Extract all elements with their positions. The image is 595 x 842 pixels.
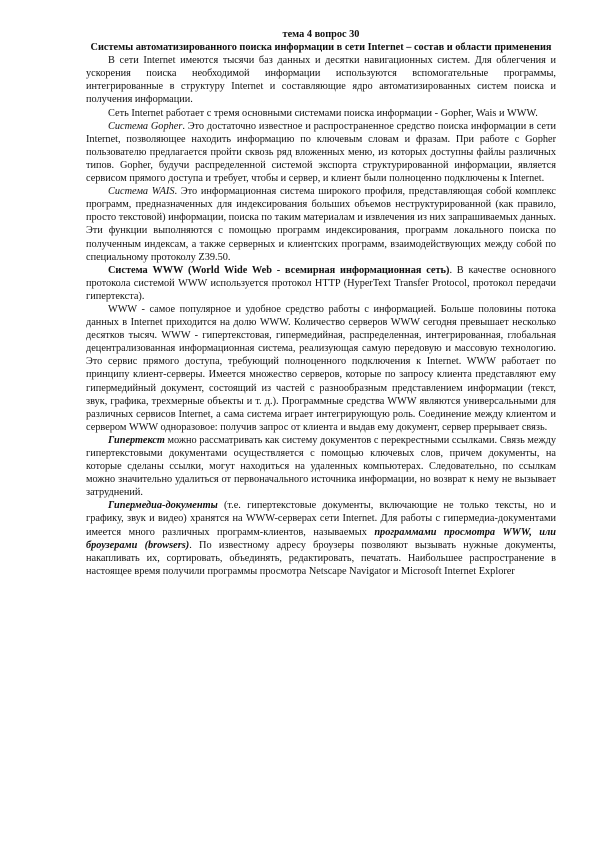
paragraph-www — [86, 264, 556, 303]
gopher-text: . Это достаточно известное и распространенное средство поиска информации в сети Internet, позволяющее находить информацию по ключевым словам и фразам. При работе с Gopher пользователю предлагается пройти сквозь ряд вложенных меню, из которых доступны файлы различных типов. Gopher, будучи распределенной системой экспорта структурированной информации, является сервисом прямого доступа и требует, чтобы и сервер, и клиент были полноценно подключены к Internet. — [86, 120, 556, 185]
paragraph-three-systems: Сеть Internet работает с тремя основными системами поиска информации - Gopher, Wais и WWW. — [108, 107, 538, 119]
www-text: . В качестве основного протокола системой WWW используется протокол HTTP (HyperText Transfer Protocol, протокол передачи гипертекста). — [86, 264, 556, 302]
term-hypermedia: Гипермедиа-документы — [108, 500, 218, 512]
paragraph-hypertext — [86, 434, 556, 499]
wais-text: . Это информационная система широкого профиля, представляющая собой комплекс программ, предназначенных для индексирования больших объемов неструктурированной (как правило, просто текстовой) информации, поиска по таким материалам и извлечения из них запрашиваемых данных. Эти функции выполняются с помощью программ индексирования, программ локального поиска по полученным индексам, а также серверных и клиентских программ, взаимодействующих между собой по специальному протоколу Z39.50. — [86, 186, 556, 263]
document-title: Системы автоматизированного поиска информации в сети Internet – состав и области применения — [90, 42, 552, 54]
term-www: Система WWW (World Wide Web - всемирная информационная сеть) — [108, 264, 450, 276]
paragraph-www-details: WWW - самое популярное и удобное средство работы с информацией. Больше половины потока данных в Internet приходится на долю WWW. Количество серверов WWW сегодня превышает несколько десятков тысяч. WWW - гипертекстовая, гипермедийная, распределенная, интегрированная, глобальная децентрализованная информационная система, реализующая самую передовую и массовую технологию. Это сервис прямого доступа, требующий полноценного подключения к Internet. WWW работает по принципу клиент-серверы. Имеется множество серверов, которые по запросу клиента представляют ему гипермедийный документ, состоящий из частей с разнообразным представлением информации (текст, звук, графика, трехмерные объекты и т. д.). Программные средства WWW являются универсальными для различных сервисов Internet, а сама система играет интегрирующую роль. Соединение между клиентом и сервером WWW одноразовое: получив запрос от клиента и выдав ему документ, сервер прерывает связь. — [86, 303, 556, 433]
term-browsers: программами просмотра WWW, или броузерами (browsers) — [86, 526, 557, 551]
paragraph-gopher — [86, 120, 556, 185]
hypermedia-text-b: . По известному адресу броузеры позволяют вызывать нужные документы, накапливать их, сортировать, объединять, редактировать, печатать. Наибольшее распространение в настоящее время получили программы просмотра Netscape Navigator и Microsoft Internet Explorer — [86, 539, 556, 577]
paragraph-hypermedia — [86, 499, 556, 578]
term-hypertext: Гипертекст — [108, 434, 165, 446]
term-gopher: Система Gopher — [108, 120, 183, 132]
paragraph-wais — [86, 185, 556, 264]
hypermedia-text-a: (т.е. гипертекстовые документы, включающие не только тексты, но и графику, звук и видео) хранятся на WWW-серверах сети Internet. Для работы с гипермедиа-документами имеется много различных программ-клиентов, называемых — [86, 500, 556, 538]
term-wais: Система WAIS — [108, 186, 175, 198]
paragraph-intro: В сети Internet имеются тысячи баз данных и десятки навигационных систем. Для облегчения и ускорения поиска необходимой информации используются вспомогательные программы, интегрированные в структуру Internet и составляющие ядро автоматизированных систем поиска и получения информации. — [86, 55, 556, 106]
hypertext-text: можно рассматривать как систему документов с перекрестными ссылками. Связь между гипертекстовыми документами осуществляется с помощью ключевых слов, причем документы, на которые сделаны ссылки, могут находиться на удаленных компьютерах. Следовательно, по ссылкам можно значительно удалиться от первоначального источника информации, но возврат к нему не вызывает затруднений. — [86, 434, 556, 499]
document-page — [86, 28, 556, 578]
topic-label: тема 4 вопрос 30 — [282, 29, 360, 40]
